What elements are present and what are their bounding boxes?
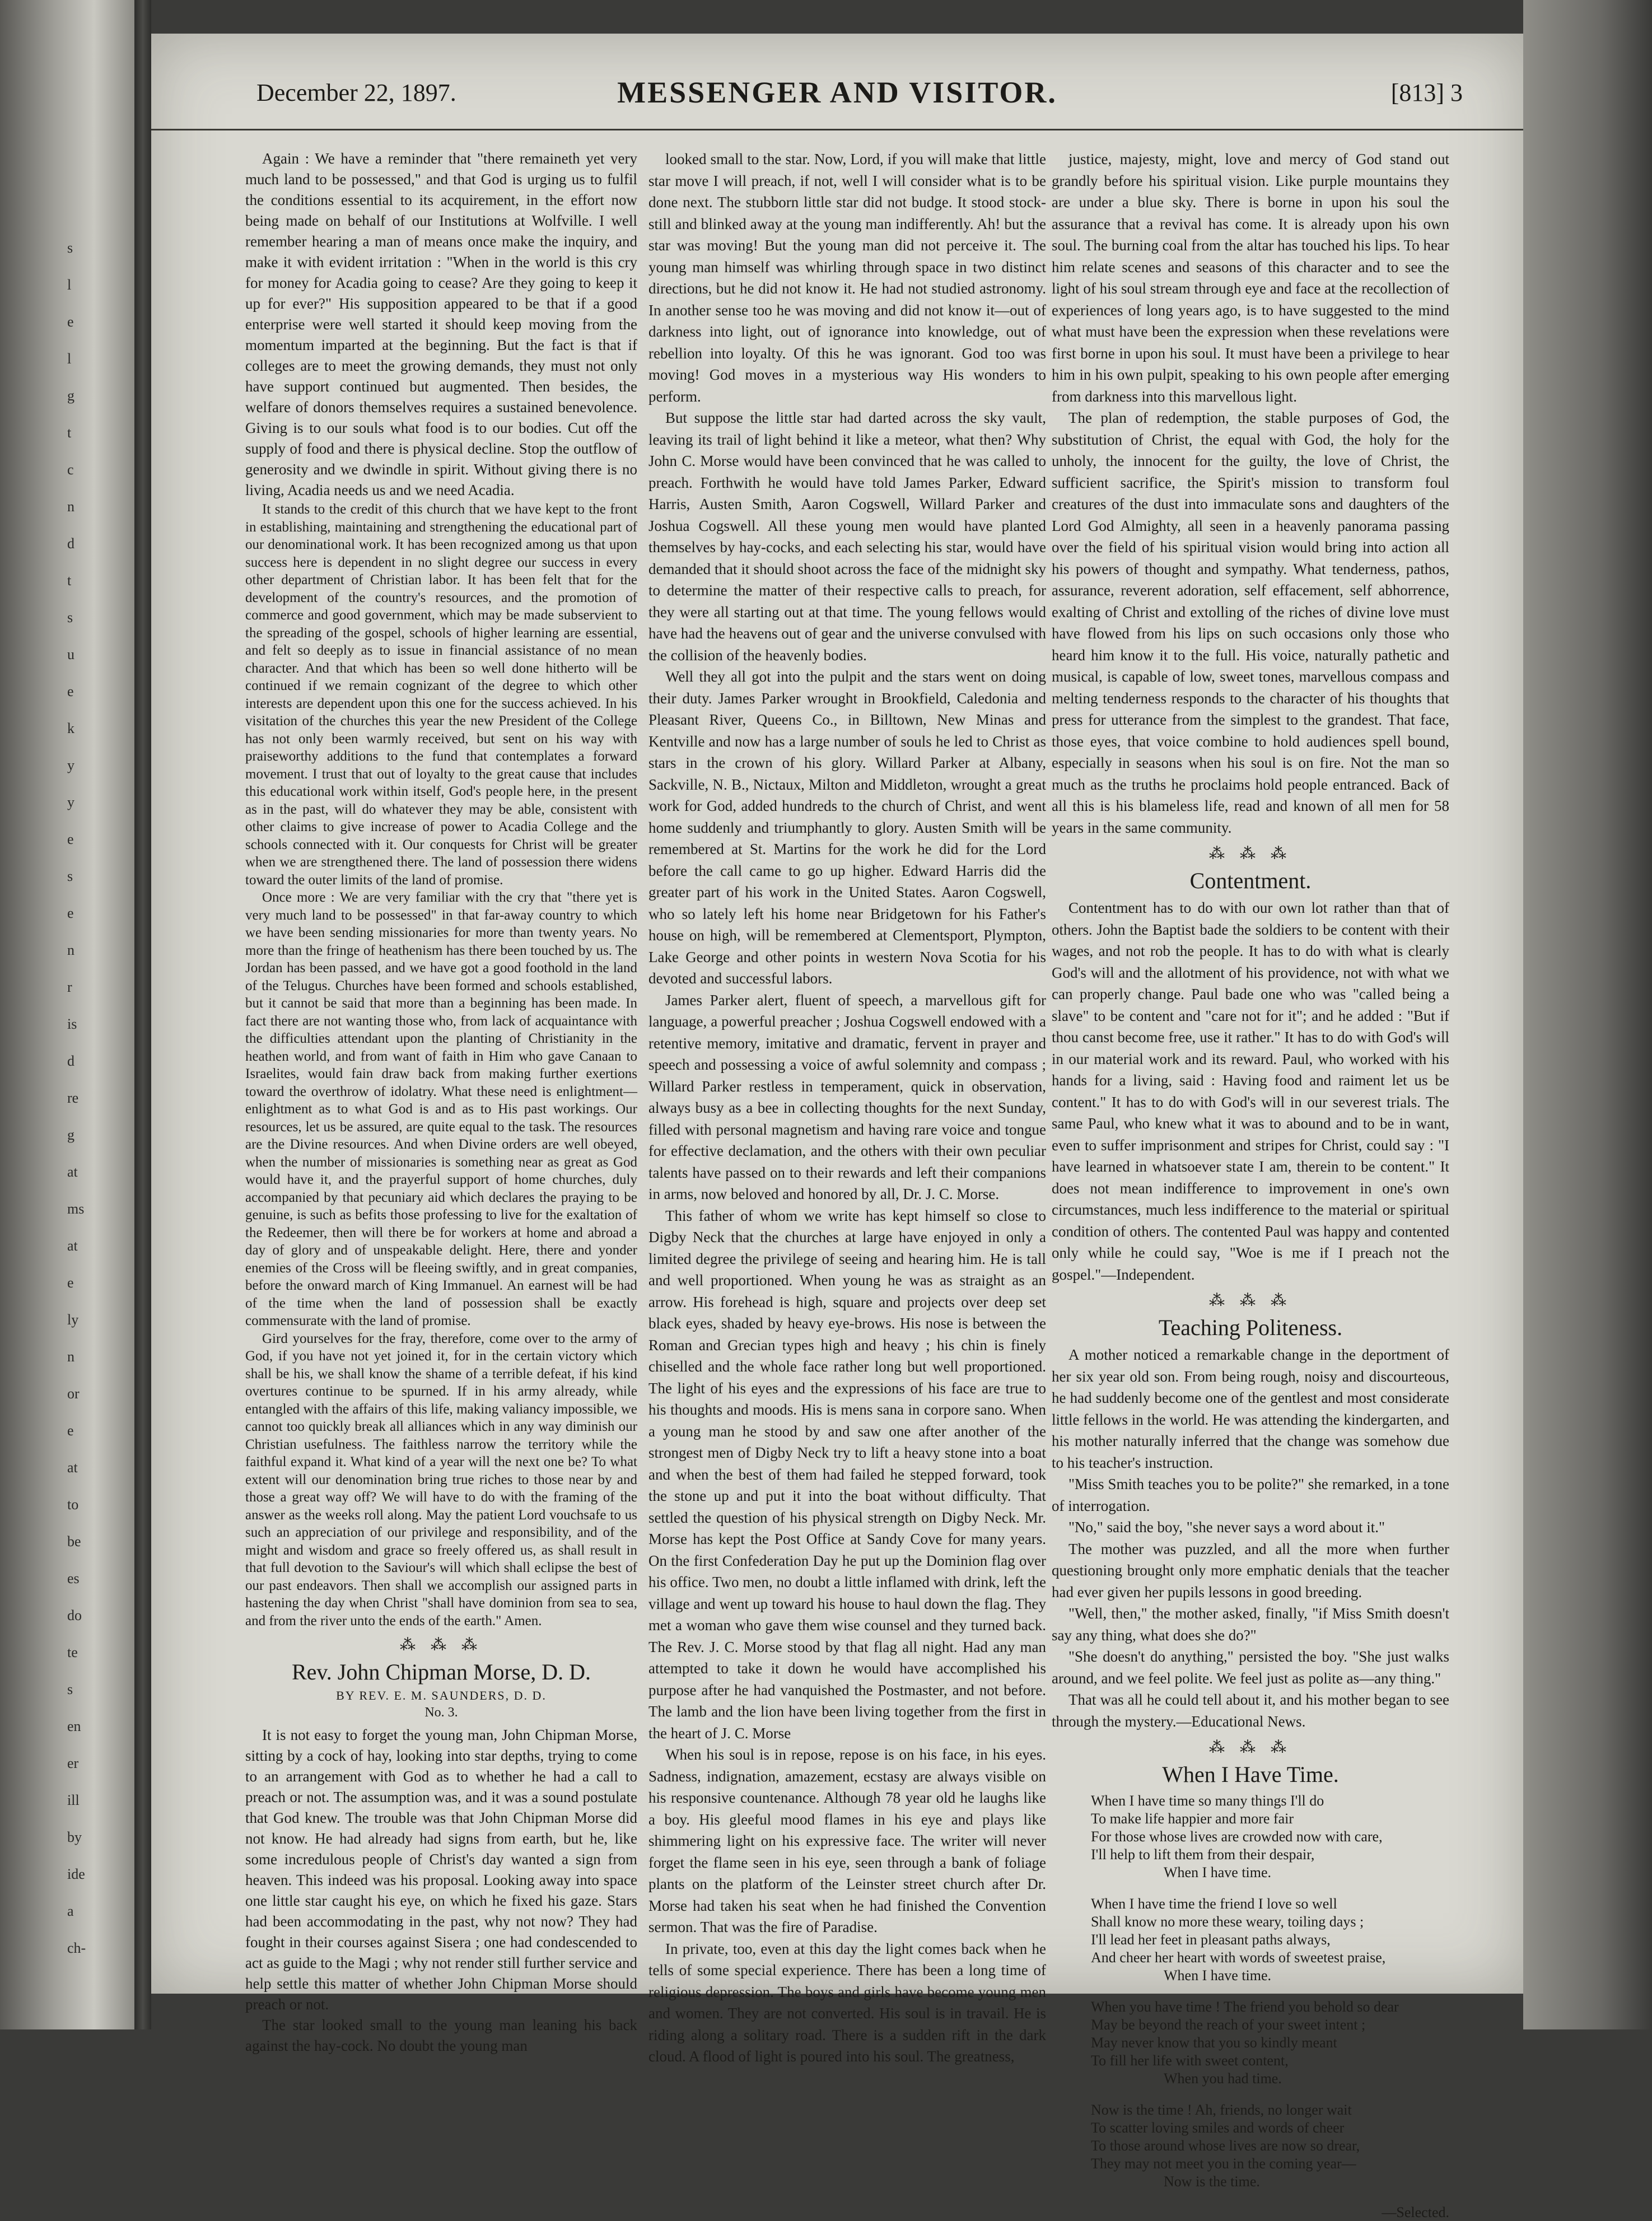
adjacent-page-fragment: or bbox=[67, 1385, 80, 1402]
page-number: [813] 3 bbox=[1390, 79, 1463, 106]
adjacent-page-fragment: l bbox=[67, 351, 72, 367]
section-title-morse: Rev. John Chipman Morse, D. D. bbox=[291, 1659, 591, 1685]
poem-line: To make life happier and more fair bbox=[1091, 1811, 1294, 1827]
adjacent-page-fragment: r bbox=[67, 979, 72, 995]
adjacent-page-fragment: l bbox=[67, 277, 72, 293]
article-paragraph: In private, too, even at this day the light comes back when he tells of some special experience. There has been a long time of religious depression. The boys and girls have become young men and women. They are not converted. His soul is in travail. He is riding along a solitary road. There is a sudden rift in the dark cloud. A flood of light is poured into his soul. The greatness, bbox=[648, 1940, 1046, 2065]
article-paragraph: It stands to the credit of this church that we have kept to the front in establishing, maintaining and strengthening the educational part of our denominational work. It has been recognized among us that upon success here is dependent in no slight degree our success in every other department of Christian labor. It has been felt that for the development of the country's resources, and the promotion of commerce and good government, which may be made subservient to the spreading of the gospel, schools of higher learning are essential, and felt so deeply as to issue in financial assistance of no mean character. And that which has been so well done hitherto will be continued if we remain cognizant of the degree to which other interests are dependent upon this one for the success achieved. In his visitation of the churches this year the new President of the College has not only been warmly received, but sent on his way with praiseworthy additions to the fund that contemplates a forward movement. I trust that out of loyalty to the great cause that includes this educational work within itself, God's people here, in the present as in the past, will do whatever they may be able, consistent with other claims to give increase of power to Acadia College and the schools connected with it. Our conquests for Christ will be greater when we are strengthened there. The land of possession there widens toward the outer limits of the land of promise. bbox=[245, 502, 637, 888]
adjacent-page-fragment: y bbox=[67, 794, 74, 810]
poem-line: When I have time so many things I'll do bbox=[1091, 1793, 1324, 1809]
article-paragraph: Again : We have a reminder that "there remaineth yet very much land to be possessed," and that God is urging us to fulfil the conditions essential to its acquirement, in the effort now being made on behalf of our Institutions at Wolfville. I well remember hearing a man of means once make the inquiry, and make it with evident irritation : "When in the world is this cry for money for Acadia going to cease? Are they going to keep it up for ever?" His supposition appeared to be that if a good enterprise were well started it should keep moving from the momentum imparted at the beginning. But the fact is that if colleges are to meet the growing demands, they must not only have support continued but augmented. Then besides, the welfare of donors themselves requires a sustained benevolence. Giving is to our souls what food is to our bodies. Cut off the supply of food and there is physical decline. Stop the outflow of generosity and we dwindle in spirit. Without giving there is no living, Acadia needs us and we need Acadia. bbox=[245, 150, 637, 498]
article-paragraph: Gird yourselves for the fray, therefore, come over to the army of God, if you have not yet joined it, for in the certain victory which shall be his, we shall know the shame of a terrible defeat, if his kind overtures continue to be spurned. If in his army already, while entangled with the affairs of this life, making valiancy impossible, we cannot too quickly break all alliances which in any way diminish our Christian usefulness. The faithless narrow the territory while the faithful expand it. What kind of a year will the next one be? To what extent will our denomination bring true riches to those near by and those a great way off? We will have to do with the framing of the answer as the weeks roll along. May the patient Lord vouchsafe to us such an appreciation of our privilege and responsibility, and of the might and wisdom and grace so freely offered us, as shall result in that full devotion to the Saviour's will which shall eclipse the best of our past endeavors. Then shall we accomplish our assigned parts in hastening the day when Christ "shall have dominion from sea to sea, and from the river unto the ends of the earth." Amen. bbox=[245, 1331, 637, 1629]
column-2 bbox=[648, 148, 1046, 2065]
article-paragraph: That was all he could tell about it, and his mother began to see through the mystery.—Educational News. bbox=[1052, 1691, 1449, 1730]
poem-line: When you have time ! The friend you behold so dear bbox=[1091, 1999, 1399, 2015]
poem-line: May be beyond the reach of your sweet intent ; bbox=[1091, 2017, 1366, 2033]
section-title-contentment: Contentment. bbox=[1189, 868, 1312, 893]
newspaper-title: MESSENGER AND VISITOR. bbox=[617, 76, 1057, 109]
adjacent-page-fragment: at bbox=[67, 1459, 78, 1476]
poem-refrain: When I have time. bbox=[1164, 1864, 1272, 1881]
poem-line: To those around whose lives are now so drear, bbox=[1091, 2138, 1360, 2154]
adjacent-page-fragment: by bbox=[67, 1829, 82, 1845]
adjacent-page-fragment: ill bbox=[67, 1792, 80, 1808]
poem-refrain: Now is the time. bbox=[1164, 2173, 1260, 2190]
adjacent-page-fragment: en bbox=[67, 1718, 81, 1734]
poem-line: Shall know no more these weary, toiling days ; bbox=[1091, 1914, 1364, 1930]
newspaper-page bbox=[151, 34, 1523, 2220]
adjacent-page-fragment: k bbox=[67, 720, 74, 736]
poem-line: For those whose lives are crowded now with care, bbox=[1091, 1828, 1383, 1845]
section-ornament: ⁂ ⁂ ⁂ bbox=[400, 1636, 483, 1654]
adjacent-page-fragment: es bbox=[67, 1570, 80, 1587]
adjacent-page-fragment: do bbox=[67, 1607, 82, 1623]
adjacent-page-fragment: g bbox=[67, 388, 74, 404]
poem-line: They may not meet you in the coming year— bbox=[1091, 2155, 1356, 2172]
masthead bbox=[151, 78, 1523, 130]
poem-line: And cheer her heart with words of sweetest praise, bbox=[1091, 1949, 1386, 1966]
article-paragraph: A mother noticed a remarkable change in the deportment of her six year old son. From being rough, noisy and discourteous, he had suddenly become one of the gentlest and most considerate little fellows in the world. He was attending the kindergarten, and his mother naturally inferred that the change was somehow due to his teacher's instruction. bbox=[1052, 1346, 1449, 1471]
section-ornament: ⁂ ⁂ ⁂ bbox=[1209, 1292, 1292, 1309]
adjacent-page-fragment: t bbox=[67, 572, 72, 589]
article-paragraph: looked small to the star. Now, Lord, if you will make that little star move I will preach, if not, well I will consider what is to be done next. The stubborn little star did not budge. It stood stock-still and blinked away at the young man indifferently. Ah! but the star was moving! But the young man did not perceive it. The young man himself was whirling through space in two distinct directions, but he did not know it. He had not studied astronomy. In another sense too he was moving and did not know it—out of darkness into light, out of ignorance into knowledge, out of rebellion into loyalty. Of this he was ignorant. God too was moving! God moves in a mysterious way His wonders to perform. bbox=[648, 151, 1046, 405]
poem-line: I'll help to lift them from their despair, bbox=[1091, 1846, 1315, 1863]
adjacent-page-fragment: e bbox=[67, 905, 74, 921]
adjacent-page-fragment: at bbox=[67, 1164, 78, 1180]
adjacent-page-fragment: y bbox=[67, 757, 74, 773]
adjacent-page-fragment: er bbox=[67, 1755, 79, 1771]
section-title-poem: When I Have Time. bbox=[1162, 1762, 1339, 1787]
article-paragraph: The mother was puzzled, and all the more when further questioning brought only more emphatic denials that the teacher had ever given her pupils lessons in good breeding. bbox=[1052, 1540, 1449, 1601]
adjacent-page-fragment: d bbox=[67, 535, 74, 552]
right-margin bbox=[1523, 0, 1652, 2029]
article-paragraph: justice, majesty, might, love and mercy of God stand out grandly before his spiritual vision. Like purple mountains they are under a blue sky. There is borne in upon his soul the assurance that a revival has come. It is already upon his own soul. The burning coal from the altar has touched his lips. To hear him relate scenes and seasons of this character and to see the light of his soul stream through eye and face at the recollection of experiences of long years ago, is to have suggested to the mind what must have been the expression when these revelations were first borne in upon his soul. It must have been a privilege to hear him in his own pulpit, speaking to his own people after emerging from darkness into this marvellous light. bbox=[1052, 151, 1449, 405]
byline: BY REV. E. M. SAUNDERS, D. D. bbox=[336, 1688, 547, 1702]
article-paragraph: But suppose the little star had darted across the sky vault, leaving its trail of light behind it like a meteor, what then? Why John C. Morse would have been convinced that he was called to preach. Forthwith he would have told James Parker, Edward Harris, Austen Smith, Aaron Cogswell, Willard Parker and Joshua Cogswell. All these young men would have planted themselves by hay-cocks, and each selecting his star, would have demanded that it should shoot across the face of the midnight sky to determine the matter of their respective calls to preach, for they were all starting out at that time. The young fellows would have had the heavens out of gear and the universe convulsed with the collision of the heavenly bodies. bbox=[648, 409, 1046, 664]
poem-stanza bbox=[1091, 1895, 1449, 1985]
adjacent-page-fragment: re bbox=[67, 1090, 79, 1106]
article-paragraph: It is not easy to forget the young man, John Chipman Morse, sitting by a cock of hay, looking into star depths, trying to come to an arrangement with God as to whether he had a call to preach or not. The assumption was, and it was a sound postulate that God knew. The trouble was that John Chipman Morse did not know. He had already had signs from earth, but he, like some incredulous people of Christ's day wanted a sign from heaven. This indeed was his proposal. Looking away into space one little star caught his eye, on which he fixed his gaze. Stars had been accommodating in the past, why not now? They had fought in their courses against Sisera ; one had condescended to act as guide to the Magi ; why not render still further service and help settle this matter of whether John Chipman Morse should preach or not. bbox=[245, 1727, 637, 2013]
column-1 bbox=[245, 148, 637, 2054]
adjacent-page-fragment: g bbox=[67, 1127, 74, 1143]
article-paragraph: This father of whom we write has kept himself so close to Digby Neck that the churches at large have enjoyed in only a limited degree the privilege of seeing and hearing him. He is tall and well proportioned. When young he was as straight as an arrow. His forehead is high, square and projects over deep set black eyes, shaded by heavy eye-brows. His nose is between the Roman and Grecian types high and heavy ; his chin is finely chiselled and the whole face rather long but well proportioned. The light of his eyes and the expressions of his face are true to his thoughts and moods. His is mens sana in corpore sano. When a young man he stood by and saw one after another of the strongest men of Digby Neck try to lift a heavy stone into a boat and when the best of them had failed he stepped forward, took the stone up and put it into the boat without difficulty. That settled the question of his physical strength on Digby Neck. Mr. Morse has kept the Post Office at Sandy Cove for many years. On the first Confederation Day he put up the Dominion flag over his office. Two men, no doubt a little inflamed with drink, left the village and went up toward his house to haul down the flag. They met a woman who gave them wise counsel and they turned back. The Rev. J. C. Morse stood by that flag all night. Had any man attempted to take it down he would have accomplished his purpose after he had vanquished the Postmaster, and not before. The lamb and the lion have been living together from the first in the heart of J. C. Morse bbox=[648, 1207, 1046, 1742]
adjacent-page-fragment: t bbox=[67, 424, 72, 441]
adjacent-page-fragment: c bbox=[67, 461, 74, 478]
poem-line: To fill her life with sweet content, bbox=[1091, 2052, 1289, 2069]
issue-date: December 22, 1897. bbox=[256, 79, 456, 106]
adjacent-page-fragment: e bbox=[67, 683, 74, 699]
adjacent-page-fragment: n bbox=[67, 1349, 74, 1365]
adjacent-page-fragment: te bbox=[67, 1644, 78, 1660]
article-number: No. 3. bbox=[424, 1705, 458, 1720]
article-paragraph: "Well, then," the mother asked, finally, "if Miss Smith doesn't say any thing, what does she do?" bbox=[1052, 1605, 1449, 1644]
adjacent-page-fragment: d bbox=[67, 1053, 74, 1069]
article-paragraph: The plan of redemption, the stable purposes of God, the substitution of Christ, the equal with God, the holy for the unholy, the innocent for the guilty, the love of Christ, the sufficient sacrifice, the Spirit's mission to transform foul creatures of the dust into immaculate sons and daughters of the Lord God Almighty, all seen in a heavenly panorama passing over the field of his spiritual vision would bring into action all his powers of thought and sympathy. What tenderness, pathos, assurance, reverent adoration, self effacement, self abhorrence, exalting of Christ and extolling of the riches of divine love must have flowed from his lips on such occasions only those who heard him know it to the full. His voice, naturally pathetic and musical, is capable of low, sweet tones, marvellous compass and melting tenderness responds to the character of his thoughts that press for utterance from the simplest to the grandest. That face, those eyes, that voice combine to hold audiences spell bound, especially in seasons when his soul is on fire. Not the man so much as the truths he proclaims hold people entranced. Back of all this is his blameless life, read and known of all men for 58 years in the same community. bbox=[1052, 409, 1449, 836]
poem-stanza bbox=[1091, 1998, 1449, 2088]
section-ornament: ⁂ ⁂ ⁂ bbox=[1209, 845, 1292, 862]
column-3 bbox=[1052, 148, 1449, 2220]
poem-line: May never know that you so kindly meant bbox=[1091, 2035, 1337, 2051]
poem-refrain: When I have time. bbox=[1164, 1967, 1272, 1984]
adjacent-page-fragment: e bbox=[67, 831, 74, 847]
section-ornament: ⁂ ⁂ ⁂ bbox=[1209, 1739, 1292, 1756]
poem-stanza bbox=[1091, 2101, 1449, 2191]
adjacent-page-fragment: e bbox=[67, 1275, 74, 1291]
poem-line: When I have time the friend I love so well bbox=[1091, 1896, 1337, 1912]
poem bbox=[1091, 1792, 1449, 2191]
poem-line: Now is the time ! Ah, friends, no longer wait bbox=[1091, 2102, 1352, 2118]
adjacent-page-fragment: ide bbox=[67, 1866, 85, 1882]
poem-stanza bbox=[1091, 1792, 1449, 1882]
adjacent-page-fragment: a bbox=[67, 1903, 74, 1919]
adjacent-page-fragment: ch- bbox=[67, 1940, 86, 1956]
article-paragraph: "Miss Smith teaches you to be polite?" she remarked, in a tone of interrogation. bbox=[1052, 1476, 1449, 1514]
binding-gutter bbox=[134, 0, 151, 2029]
adjacent-page-fragment: s bbox=[67, 868, 73, 884]
article-paragraph: "No," said the boy, "she never says a word about it." bbox=[1068, 1519, 1385, 1536]
poem-line: I'll lead her feet in pleasant paths always, bbox=[1091, 1931, 1331, 1948]
article-paragraph: When his soul is in repose, repose is on his face, in his eyes. Sadness, indignation, amazement, ecstasy are always visible on his responsive countenance. Although 78 year old he laughs like a boy. His gleeful mood flames in his eye and plays like shimmering light on his expressive face. The writer will never forget the flame seen in his eye, seen through a bank of foliage plants on the platform of the Leinster street church after Dr. Morse had taken his seat when he had finished the Convention sermon. That was the fire of Paradise. bbox=[648, 1746, 1046, 1935]
adjacent-page-fragment: is bbox=[67, 1016, 77, 1032]
adjacent-page-fragment: at bbox=[67, 1238, 78, 1254]
article-paragraph: Once more : We are very familiar with the cry that "there yet is very much land to be possessed" in that far-away country to which we have been sending missionaries for more than twenty years. No more than the fringe of heathenism has there been touched by us. The Jordan has been passed, and we have got a good foothold in the land of the Telugus. Churches have been formed and schools established, but it cannot be said that more than a beginning has been made. In fact there are not wanting those who, from lack of acquaintance with the difficulties attendant upon the planting of Christianity in the heathen world, and from want of faith in Him who gave Canaan to Israelites, would fain draw back from making further exertions toward the overthrow of idolatry. What these need is enlightment—enlightment as to what God is and as to His past workings. Our resources, let us be assured, are quite equal to the task. The resources are the Divine resources. And when Divine orders are well obeyed, when the number of missionaries is something near as great as God would have it, and the prayerful support of home churches, duly accompanied by that pecuniary aid which declares the praying to be genuine, is such as befits those professing to live for the exaltation of the Redeemer, then will there be for workers at home and abroad a day of glory and of unspeakable delight. Here, there and yonder enemies of the Cross will be fleeing swiftly, and in great companies, before the onward march of King Immanuel. An earnest will be had of the time when the land of possession shall be exactly commensurate with the land of promise. bbox=[245, 890, 637, 1328]
adjacent-page-fragment: n bbox=[67, 942, 74, 958]
adjacent-page-fragment: s bbox=[67, 240, 73, 256]
poem-line: To scatter loving smiles and words of cheer bbox=[1091, 2120, 1345, 2136]
adjacent-page-fragment: be bbox=[67, 1533, 81, 1550]
adjacent-page-fragment: e bbox=[67, 1422, 74, 1439]
poem-credit: —Selected. bbox=[1382, 2204, 1449, 2220]
adjacent-page-fragment: ms bbox=[67, 1201, 85, 1217]
adjacent-page-fragment: n bbox=[67, 498, 74, 515]
article-paragraph: James Parker alert, fluent of speech, a marvellous gift for language, a powerful preacher ; Joshua Cogswell endowed with a retentive memory, imitative and dramatic, fervent in prayer and speech and possessing a voice of awful solemnity and compass ; Willard Parker restless in temperament, quick in observation, always busy as a bee in collecting thoughts for the next Sunday, filled with personal magnetism and having rare voice and tongue for effective declamation, and the others with their own peculiar talents have passed on to their rewards and left their companions in arms, now beloved and honored by all, Dr. J. C. Morse. bbox=[648, 991, 1046, 1202]
adjacent-page-fragment: s bbox=[67, 609, 73, 626]
adjacent-page-fragment: e bbox=[67, 314, 74, 330]
adjacent-page-edge bbox=[0, 0, 134, 2029]
poem-refrain: When you had time. bbox=[1164, 2070, 1282, 2087]
article-paragraph: "She doesn't do anything," persisted the boy. "She just walks around, and we feel polite. We feel just as polite as—any thing." bbox=[1052, 1648, 1449, 1687]
section-title-politeness: Teaching Politeness. bbox=[1158, 1315, 1343, 1340]
article-paragraph: Well they all got into the pulpit and the stars went on doing their duty. James Parker wrought in Brookfield, Caledonia and Pleasant River, Queens Co., in Billtown, New Minas and Kentville and now has a large number of souls he led to Christ as stars in the crown of his glory. Willard Parker at Albany, Sackville, N. B., Nictaux, Milton and Middleton, wrought a great work for God, added hundreds to the church of Christ, and went home suddenly and triumphantly to glory. Austen Smith will be remembered at St. Martins for the work he did for the Lord before the call came to go up higher. Edward Harris did the greater part of his work in the United States. Aaron Cogswell, who so lately left his home near Bridgetown for his Father's house on high, will be remembered at Clementsport, Plympton, Lake George and other points in western Nova Scotia for his devoted and successful labors. bbox=[648, 668, 1046, 987]
adjacent-page-fragment: ly bbox=[67, 1312, 79, 1328]
article-paragraph: Contentment has to do with our own lot rather than that of others. John the Baptist bade the soldiers to be content with their wages, and not rob the people. It has to do with what is clearly God's will and the allotment of his providence, not with what we can properly change. Paul bade one who was "called being a slave" to be content and "care not for it"; and he added : "But if thou canst become free, use it rather." It has to do with God's will in our material work and its reward. Paul, who worked with his hands for a living, said : Having food and raiment let us be content." It has to do with God's will in our severest trials. The same Paul, who knew what it was to abound and to be in want, even to suffer imprisonment and stripes for Christ, could say : "I have learned in whatsoever state I am, therein to be content." It does not mean indifference to improvement in one's own circumstances, much less indifference to the material or spiritual condition of others. The contented Paul was happy and contented only while he could say, "Woe is me if I preach not the gospel."—Independent. bbox=[1052, 899, 1449, 1283]
adjacent-page-fragment: to bbox=[67, 1496, 79, 1513]
adjacent-page-fragment: u bbox=[67, 646, 74, 662]
article-paragraph: The star looked small to the young man leaning his back against the hay-cock. No doubt the young man bbox=[245, 2017, 637, 2054]
adjacent-page-fragment: s bbox=[67, 1681, 73, 1697]
